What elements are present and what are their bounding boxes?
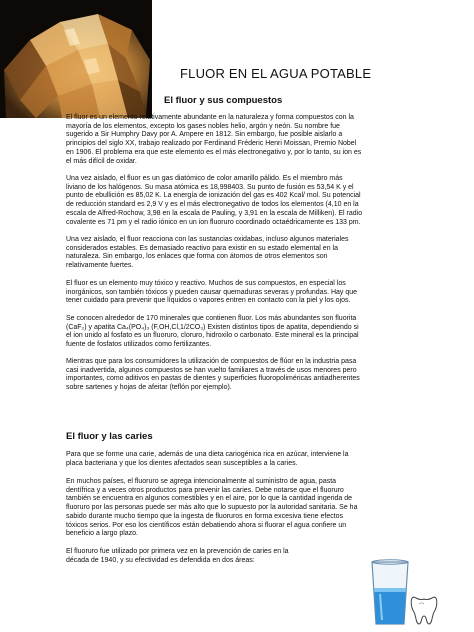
paragraph <box>66 236 416 271</box>
paragraph <box>66 358 416 393</box>
text-line: en 1906. El problema era que este elemento es el más electronegativo y, por lo tanto, su ion es <box>66 148 362 156</box>
text-line: principios del siglo XX, trabajo realizado por Ferdinand Fréderic Henri Moissan, Premio Nobel <box>66 140 357 148</box>
paragraph <box>66 315 416 350</box>
section-heading-caries: El fluor y las caries <box>66 431 153 442</box>
text-line: El fluor es un elemento relativamente abundante en la naturaleza y forma compuestos con la <box>66 114 354 121</box>
text-line: casi inadvertida, algunos compuestos se han vuelto familiares a través de usos menores pero <box>66 366 357 374</box>
text-line: Para que se forme una carie, además de una dieta cariogénica rica en azúcar, interviene la <box>66 451 349 458</box>
text-line: Una vez aislado, el fluor es un gas diatómico de color amarillo pálido. Es el miembro más <box>66 175 343 182</box>
text-line: punto de ebullición es 85,02 K. La energía de ionización del gas es 402 Kcal/ mol. Su potencial <box>66 192 361 200</box>
text-line: el más difícil de oxidar. <box>66 157 137 165</box>
text-line: sabido durante mucho tiempo que la ingesta de fluoruros en forma excesiva tiene efectos <box>66 512 344 520</box>
text-line: Mientras que para los consumidores la utilización de compuestos de flúor en la industria pasa <box>66 358 357 365</box>
text-line: El fluor es un elemento muy tóxico y reactivo. Muchos de sus compuestos, en especial los <box>66 280 346 287</box>
text-line: fluoruro por las personas puede ser más alto que lo supuesto por la autoridad sanitaria. Se ha <box>66 504 358 512</box>
text-line: relativamente fuertes. <box>66 262 134 270</box>
text-line: (CaF₂) y apatita Ca₄(PO₄)₃ (F,OH,Cl,1/2CO₃) Existen distintos tipos de apatita, dependiendo si <box>66 323 359 331</box>
text-line: El fluoruro fue utilizado por primera vez en la prevención de caries en la <box>66 548 289 555</box>
text-line: sugerido a Sir Humphry Davy por A. Ampere en 1812. Sin embargo, fue posible aislarlo a <box>66 131 343 139</box>
text-line: considerados estables. Es demasiado reactivo para existir en su estado elemental en la <box>66 244 338 252</box>
text-line: el ion unido al fosfato es un fluoruro, cloruro, hidroxilo o carbonato. Este mineral es la principal <box>66 332 359 340</box>
text-line: naturaleza. Sin embargo, los enlaces que forma con átomos de otros elementos son <box>66 253 328 261</box>
text-line: dentífrica y a veces otros productos para prevenir las caries. Debe notarse que el fluoruro <box>66 486 344 494</box>
paragraph <box>66 478 416 539</box>
text-line: beneficio a largo plazo. <box>66 530 138 538</box>
paragraph <box>66 451 416 468</box>
paragraph <box>66 114 416 166</box>
text-line: Se conocen alrededor de 170 minerales que contienen fluor. Los más abundantes son fluorita <box>66 315 357 322</box>
text-line: covalente es 71 pm y el radio iónico en un ion fluoruro coordinado octaédricamente es 133 pm. <box>66 218 361 226</box>
paragraph <box>66 548 416 565</box>
text-line: inorgánicos, son también tóxicos y pueden causar quemaduras severas y profundas. Hay que <box>66 288 358 296</box>
text-line: importantes, como aditivos en pastas de dientes y superficies fluoropoliméricas antiadherentes <box>66 375 360 383</box>
text-line: tóxicos serios. Por eso los científicos están debatiendo ahora si fluorar el agua confiere un <box>66 521 347 529</box>
section-heading-compounds: El fluor y sus compuestos <box>164 95 283 106</box>
document-title: FLUOR EN EL AGUA POTABLE <box>180 66 372 81</box>
text-line: sobre sartenes y hojas de afeitar (teflón por ejemplo). <box>66 384 232 392</box>
fluorite-crystal-image <box>0 0 152 118</box>
water-glass-tooth-illustration <box>366 558 440 628</box>
text-line: década de 1940, y su efectividad es defendida en dos áreas: <box>66 556 255 564</box>
text-line: escala de Alfred-Rochow, 3,98 en la escala de Pauling, y 3,91 en la escala de Milliken). El radio <box>66 209 363 217</box>
text-line: placa bacteriana y que los dientes afectados sean susceptibles a la caries. <box>66 459 298 467</box>
text-line: En muchos países, el fluoruro se agrega intencionalmente al suministro de agua, pasta <box>66 478 337 485</box>
text-line: de reducción standard es 2,9 V y es el más electronegativo de todos los elementos (4,10 en la <box>66 201 359 209</box>
text-line: fuente de fosfatos utilizados como fertilizantes. <box>66 341 212 349</box>
text-line: mayoría de los elementos, excepto los gases nobles helio, argón y neón. Su nombre fue <box>66 122 340 130</box>
paragraph <box>66 280 416 306</box>
paragraph <box>66 175 416 227</box>
text-line: también se encuentra en algunos comestibles y en el aire, por lo que la cantidad ingerida de <box>66 495 353 503</box>
text-line: Una vez aislado, el fluor reacciona con las sustancias oxidabas, incluso algunos materiales <box>66 236 349 243</box>
text-line: liviano de los halógenos. Su masa atómica es 18,998403. Su punto de fusión es 53,54 K y el <box>66 183 354 191</box>
text-line: tener cuidado para prevenir que líquidos o vapores entren en contacto con la piel y los ojos. <box>66 297 351 305</box>
